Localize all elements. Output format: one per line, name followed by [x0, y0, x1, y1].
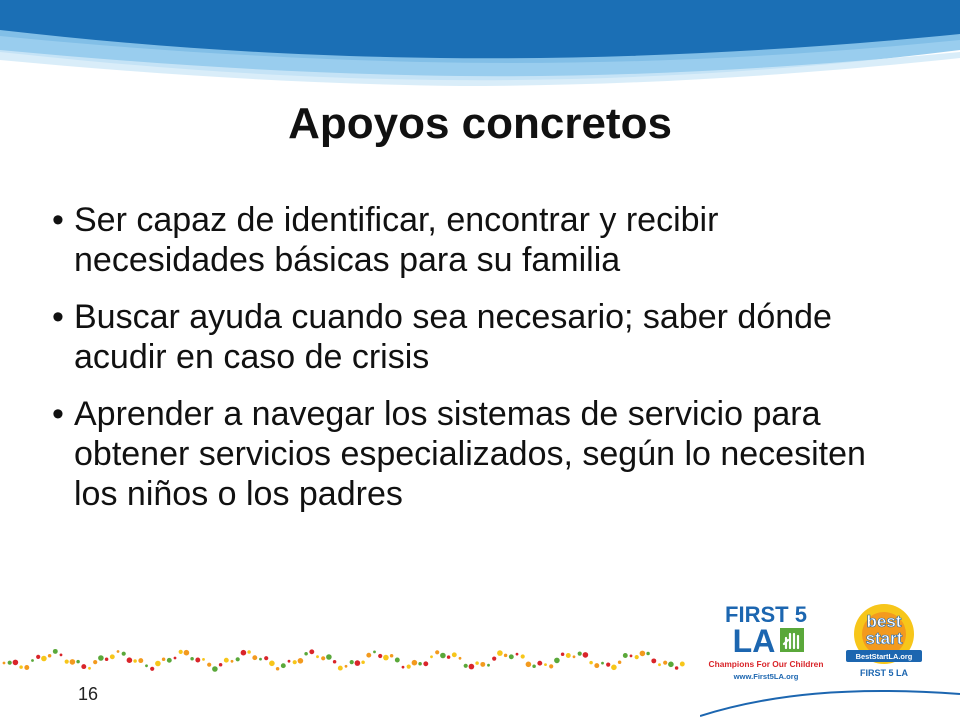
decor-dot	[19, 665, 23, 669]
decor-dot	[452, 652, 457, 657]
decor-dot	[355, 660, 361, 666]
beststart-ribbon: BestStartLA.org	[855, 652, 913, 661]
decor-dot	[76, 660, 80, 664]
top-wave-decoration	[0, 0, 960, 92]
dotted-line-decoration	[0, 640, 700, 680]
bullet-text: Ser capaz de identificar, encontrar y recibir necesidades básicas para su familia	[74, 201, 719, 279]
decor-dot	[41, 656, 47, 662]
decor-dot	[447, 655, 451, 659]
decor-dot	[594, 663, 599, 668]
decor-dot	[623, 653, 628, 658]
bullet-item	[52, 297, 912, 377]
decor-dot	[150, 667, 154, 671]
bullet-text: Buscar ayuda cuando sea necesario; saber dónde acudir en caso de crisis	[74, 298, 832, 376]
decor-dot	[532, 664, 536, 668]
decor-dot	[516, 653, 519, 656]
decor-dot	[316, 655, 319, 658]
decor-dot	[236, 657, 240, 661]
decor-dot	[418, 662, 422, 666]
decor-dot	[497, 650, 503, 656]
bullet-marker: •	[52, 395, 64, 433]
decor-dot	[190, 657, 194, 661]
decor-dot	[304, 652, 308, 656]
bullet-marker: •	[52, 298, 64, 336]
decor-dot	[117, 650, 120, 653]
decor-dot	[60, 654, 63, 657]
bullet-item	[52, 394, 912, 514]
decor-dot	[469, 664, 475, 670]
beststart-line1: best	[866, 612, 902, 631]
decor-dot	[36, 655, 40, 659]
decor-dot	[646, 652, 650, 656]
decor-dot	[504, 654, 508, 658]
decor-dot	[3, 662, 6, 665]
decor-dot	[259, 658, 262, 661]
decor-dot	[430, 655, 433, 658]
decor-dot	[202, 658, 205, 661]
decor-dot	[98, 655, 104, 661]
decor-dot	[145, 664, 148, 667]
bullet-item	[52, 200, 912, 280]
decor-dot	[162, 657, 166, 661]
decor-dot	[606, 663, 610, 667]
bullet-marker: •	[52, 201, 64, 239]
decor-dot	[293, 660, 297, 664]
decor-dot	[663, 661, 667, 665]
decor-dot	[618, 661, 622, 665]
decor-dot	[122, 652, 126, 656]
bottom-swoosh-decoration	[700, 672, 960, 720]
hand-icon	[780, 628, 804, 652]
decor-dot	[24, 665, 29, 670]
decor-dot	[133, 659, 137, 663]
decor-dot	[288, 660, 291, 663]
decor-dot	[544, 663, 547, 666]
decor-dot	[390, 654, 394, 658]
decor-dot	[281, 663, 286, 668]
decor-dot	[521, 654, 525, 658]
decor-dot	[241, 650, 247, 656]
decor-dot	[378, 654, 382, 658]
decor-dot	[578, 652, 582, 656]
beststart-line2: start	[865, 629, 903, 648]
decor-dot	[526, 662, 532, 668]
decor-dot	[219, 663, 223, 667]
page-number: 16	[78, 684, 99, 704]
decor-dot	[383, 655, 389, 661]
decor-dot	[207, 663, 211, 667]
decor-dot	[53, 649, 58, 654]
decor-dot	[350, 660, 354, 664]
decor-dot	[658, 663, 661, 666]
decor-dot	[680, 662, 685, 667]
decor-dot	[573, 655, 576, 658]
decor-dot	[127, 657, 133, 663]
decor-dot	[561, 652, 565, 656]
decor-dot	[492, 657, 496, 661]
decor-dot	[264, 656, 268, 660]
decor-dot	[395, 658, 400, 663]
decor-dot	[138, 658, 143, 663]
first5-line2: LA	[732, 623, 776, 659]
decor-dot	[480, 662, 485, 667]
decor-dot	[212, 666, 218, 672]
first5-line1: FIRST 5	[725, 602, 807, 627]
decor-dot	[333, 660, 337, 664]
decor-dot	[464, 664, 468, 668]
decor-dot	[167, 658, 172, 663]
decor-dot	[366, 653, 371, 658]
decor-dots	[3, 649, 685, 672]
decor-dot	[309, 649, 314, 654]
decor-dot	[668, 662, 674, 668]
decor-dot	[338, 666, 343, 671]
decor-dot	[651, 658, 656, 663]
beststart-footer: FIRST 5 LA	[859, 668, 909, 678]
decor-dot	[611, 665, 617, 671]
decor-dot	[247, 650, 251, 654]
decor-dot	[407, 665, 411, 669]
decor-dot	[440, 653, 446, 659]
decor-dot	[195, 658, 200, 663]
decor-dot	[630, 655, 633, 658]
decor-dot	[640, 651, 646, 657]
decor-dot	[459, 657, 462, 660]
decor-dot	[110, 654, 115, 659]
decor-dot	[345, 665, 348, 668]
decor-dot	[675, 666, 679, 670]
decor-dot	[549, 664, 553, 668]
decor-dot	[635, 655, 639, 659]
decor-dot	[321, 656, 325, 660]
decor-dot	[402, 666, 405, 669]
decor-dot	[105, 658, 109, 662]
decor-dot	[70, 659, 76, 665]
decor-dot	[93, 660, 97, 664]
first5-url: www.First5LA.org	[733, 672, 799, 681]
decor-dot	[13, 660, 19, 666]
decor-dot	[373, 651, 376, 654]
decor-dot	[412, 660, 418, 666]
decor-dot	[298, 658, 304, 664]
decor-dot	[601, 662, 604, 665]
decor-dot	[509, 654, 514, 659]
decor-dot	[276, 667, 280, 671]
decor-dot	[88, 667, 91, 670]
decor-dot	[179, 650, 183, 654]
decor-dot	[326, 654, 332, 660]
decor-dot	[65, 660, 69, 664]
decor-dot	[475, 661, 479, 665]
decor-dot	[589, 661, 593, 665]
decor-dot	[155, 661, 161, 667]
decor-dot	[554, 658, 560, 664]
decor-dot	[31, 659, 34, 662]
decor-dot	[8, 661, 12, 665]
decor-dot	[231, 660, 234, 663]
decor-dot	[361, 661, 365, 665]
decor-dot	[269, 661, 275, 667]
decor-dot	[566, 653, 571, 658]
bullet-list	[52, 200, 912, 531]
slide-title: Apoyos concretos	[288, 99, 672, 148]
decor-dot	[435, 650, 439, 654]
decor-dot	[583, 652, 589, 658]
best-start-logo	[838, 600, 930, 682]
decor-dot	[184, 650, 190, 656]
decor-dot	[48, 654, 52, 658]
decor-dot	[537, 661, 542, 666]
decor-dot	[487, 664, 490, 667]
decor-dot	[224, 658, 229, 663]
decor-dot	[423, 661, 428, 666]
decor-dot	[81, 664, 86, 669]
first5-tagline: Champions For Our Children	[708, 659, 824, 669]
bullet-text: Aprender a navegar los sistemas de servicio para obtener servicios especializados, según lo necesiten los niños o los padres	[74, 395, 866, 513]
decor-dot	[252, 655, 257, 660]
decor-dot	[174, 657, 177, 660]
